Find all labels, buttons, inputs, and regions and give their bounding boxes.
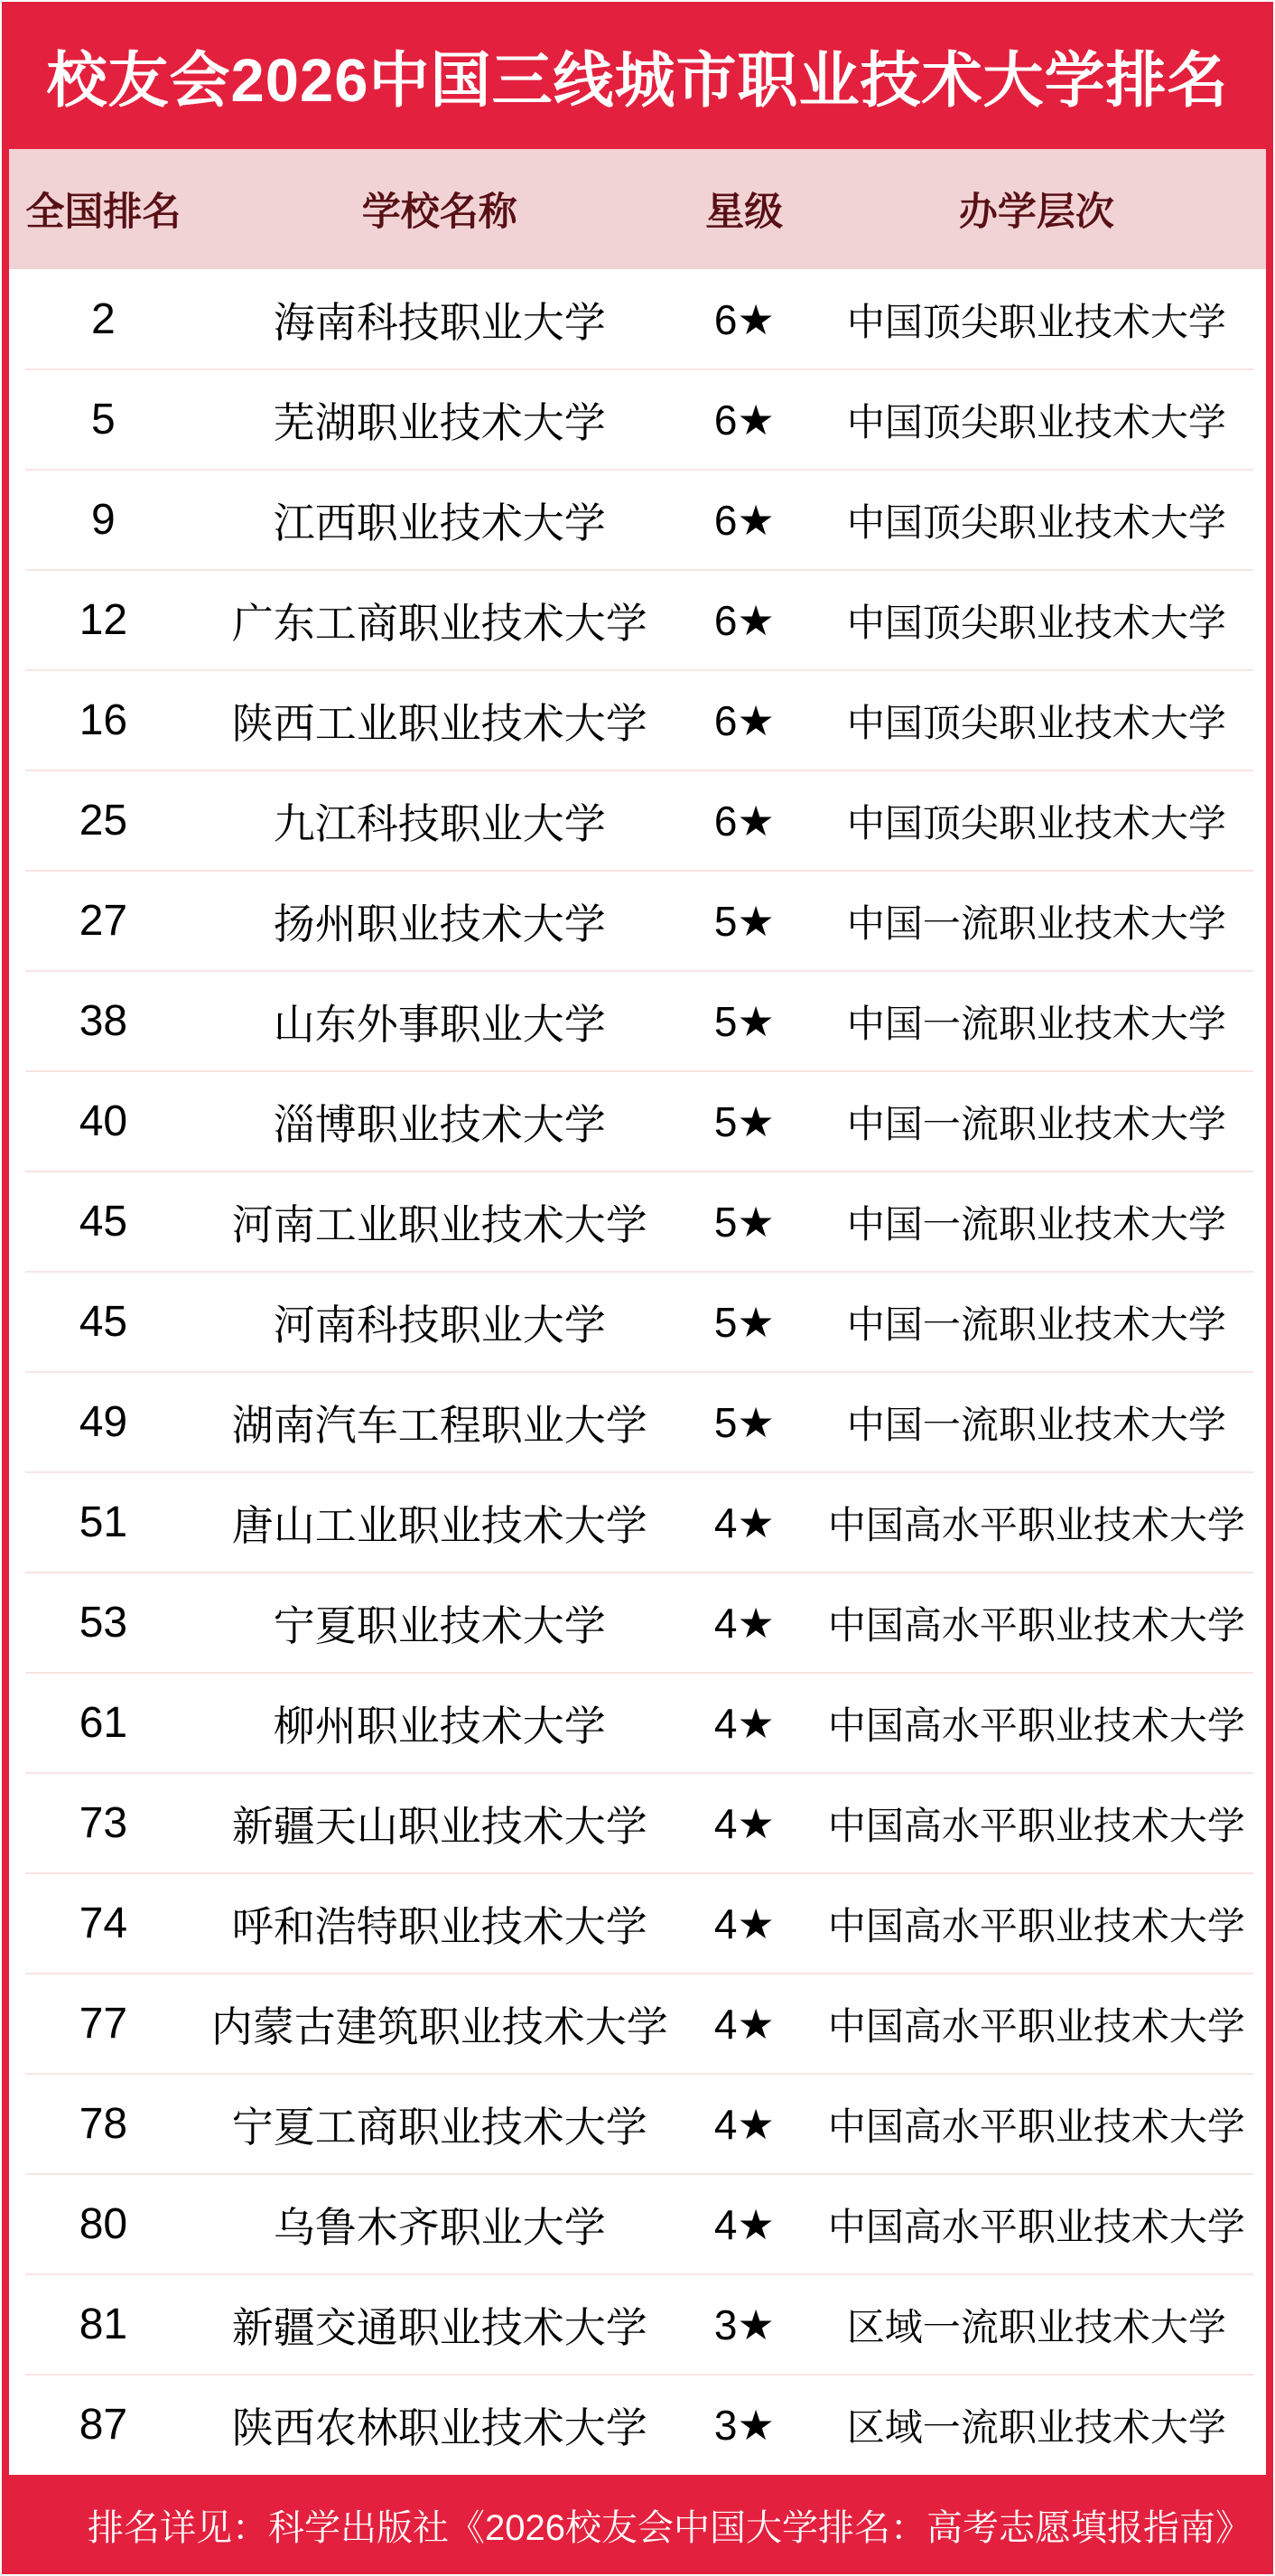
school-name-cell: 九江科技职业大学	[273, 799, 606, 847]
star-rating-cell: 5★	[713, 897, 775, 945]
table-row	[9, 1171, 1266, 1272]
school-name-cell: 河南科技职业大学	[273, 1301, 606, 1349]
column-header-national-rank: 全国排名	[25, 191, 181, 234]
education-level-cell: 中国顶尖职业技术大学	[846, 601, 1226, 644]
star-rating-cell: 4★	[713, 1599, 775, 1647]
education-level-cell: 区域一流职业技术大学	[846, 2405, 1226, 2449]
rank-cell: 25	[79, 797, 128, 845]
school-name-cell: 芜湖职业技术大学	[273, 398, 606, 446]
rank-cell: 80	[79, 2200, 128, 2248]
star-rating-cell: 4★	[713, 2000, 775, 2048]
column-header-education-level: 办学层次	[958, 191, 1114, 234]
school-name-cell: 扬州职业技术大学	[273, 900, 606, 947]
rank-cell: 53	[79, 1599, 128, 1647]
school-name-cell: 陕西农林职业技术大学	[231, 2403, 647, 2451]
column-header-school-name: 学校名称	[361, 191, 517, 234]
rank-cell: 61	[79, 1699, 128, 1747]
education-level-cell: 中国高水平职业技术大学	[827, 2004, 1245, 2048]
school-name-cell: 宁夏工商职业技术大学	[231, 2103, 647, 2151]
school-name-cell: 乌鲁木齐职业大学	[273, 2203, 606, 2251]
star-rating-cell: 5★	[713, 1198, 775, 1246]
table-body	[9, 269, 1266, 2475]
rank-cell: 51	[79, 1498, 128, 1546]
rank-cell: 77	[79, 2000, 128, 2048]
school-name-cell: 淄博职业技术大学	[273, 1100, 606, 1148]
education-level-cell: 中国高水平职业技术大学	[827, 1503, 1245, 1546]
table-row	[9, 770, 1266, 871]
rank-cell: 27	[79, 897, 128, 945]
school-name-cell: 柳州职业技术大学	[273, 1702, 606, 1750]
table-row	[9, 570, 1266, 670]
table-row	[9, 1974, 1266, 2074]
table-row	[9, 1873, 1266, 1974]
education-level-cell: 中国一流职业技术大学	[846, 1302, 1226, 1346]
school-name-cell: 宁夏职业技术大学	[273, 1601, 606, 1649]
school-name-cell: 新疆天山职业技术大学	[231, 1802, 647, 1850]
star-rating-cell: 4★	[713, 1899, 775, 1947]
education-level-cell: 中国高水平职业技术大学	[827, 1904, 1245, 1947]
education-level-cell: 中国一流职业技术大学	[846, 901, 1226, 945]
education-level-cell: 中国高水平职业技术大学	[827, 2205, 1245, 2248]
table-row	[9, 1573, 1266, 1673]
table-row	[9, 971, 1266, 1071]
rank-cell: 9	[91, 496, 116, 544]
rank-cell: 38	[79, 997, 128, 1045]
school-name-cell: 唐山工业职业技术大学	[231, 1501, 647, 1549]
page-title: 校友会2026中国三线城市职业技术大学排名	[46, 46, 1229, 115]
star-rating-cell: 5★	[713, 997, 775, 1045]
table-row	[9, 2074, 1266, 2174]
rank-cell: 2	[91, 295, 116, 343]
column-header-star-rating: 星级	[705, 191, 784, 234]
rank-cell: 45	[79, 1198, 128, 1246]
education-level-cell: 中国顶尖职业技术大学	[846, 701, 1226, 744]
rank-cell: 5	[91, 396, 116, 443]
education-level-cell: 中国一流职业技术大学	[846, 1403, 1226, 1446]
rank-cell: 40	[79, 1097, 128, 1145]
table-header-row	[9, 149, 1266, 269]
table-row	[9, 1673, 1266, 1773]
rank-cell: 78	[79, 2100, 128, 2148]
rank-cell: 87	[79, 2401, 128, 2449]
star-rating-cell: 3★	[713, 2301, 775, 2348]
school-name-cell: 内蒙古建筑职业技术大学	[210, 2002, 668, 2050]
school-name-cell: 湖南汽车工程职业大学	[231, 1401, 647, 1449]
table-row	[9, 1071, 1266, 1171]
star-rating-cell: 5★	[713, 1298, 775, 1346]
table-row	[9, 1472, 1266, 1573]
education-level-cell: 中国高水平职业技术大学	[827, 1703, 1245, 1747]
rank-cell: 16	[79, 696, 128, 744]
table-row	[9, 1272, 1266, 1372]
star-rating-cell: 4★	[713, 1498, 775, 1546]
school-name-cell: 河南工业职业技术大学	[231, 1200, 647, 1248]
school-name-cell: 广东工商职业技术大学	[231, 599, 647, 647]
rank-cell: 73	[79, 1799, 128, 1847]
star-rating-cell: 5★	[713, 1097, 775, 1145]
footer-band	[2, 2475, 1273, 2574]
education-level-cell: 中国顶尖职业技术大学	[846, 300, 1226, 343]
school-name-cell: 山东外事职业大学	[273, 1000, 606, 1048]
table-row	[9, 369, 1266, 470]
education-level-cell: 中国顶尖职业技术大学	[846, 400, 1226, 443]
rank-cell: 45	[79, 1298, 128, 1346]
ranking-poster	[2, 2, 1273, 2574]
table-row	[9, 2274, 1266, 2375]
rank-cell: 74	[79, 1899, 128, 1947]
rank-cell: 81	[79, 2301, 128, 2348]
table-row	[9, 2375, 1266, 2475]
star-rating-cell: 4★	[713, 2200, 775, 2248]
star-rating-cell: 5★	[713, 1398, 775, 1446]
table-row	[9, 670, 1266, 770]
education-level-cell: 中国一流职业技术大学	[846, 1002, 1226, 1045]
table-row	[9, 470, 1266, 570]
table-row	[9, 871, 1266, 971]
education-level-cell: 中国顶尖职业技术大学	[846, 801, 1226, 845]
table-row	[9, 2174, 1266, 2274]
school-name-cell: 陕西工业职业技术大学	[231, 699, 647, 747]
ranking-table	[9, 149, 1266, 2475]
rank-cell: 49	[79, 1398, 128, 1446]
title-banner	[2, 2, 1273, 149]
table-row	[9, 1372, 1266, 1472]
education-level-cell: 中国高水平职业技术大学	[827, 1804, 1245, 1847]
education-level-cell: 中国高水平职业技术大学	[827, 2105, 1245, 2148]
star-rating-cell: 4★	[713, 1799, 775, 1847]
star-rating-cell: 6★	[713, 396, 775, 443]
school-name-cell: 新疆交通职业技术大学	[231, 2303, 647, 2351]
education-level-cell: 中国一流职业技术大学	[846, 1102, 1226, 1145]
star-rating-cell: 4★	[713, 1699, 775, 1747]
education-level-cell: 区域一流职业技术大学	[846, 2305, 1226, 2348]
star-rating-cell: 3★	[713, 2401, 775, 2449]
school-name-cell: 呼和浩特职业技术大学	[231, 1902, 647, 1950]
education-level-cell: 中国顶尖职业技术大学	[846, 500, 1226, 544]
star-rating-cell: 6★	[713, 596, 775, 644]
school-name-cell: 海南科技职业大学	[273, 298, 606, 346]
rank-cell: 12	[79, 596, 128, 644]
table-row	[9, 1773, 1266, 1873]
school-name-cell: 江西职业技术大学	[273, 499, 606, 546]
star-rating-cell: 6★	[713, 797, 775, 845]
footer-source-note: 排名详见：科学出版社《2026校友会中国大学排名：高考志愿填报指南》	[88, 2507, 1252, 2548]
star-rating-cell: 6★	[713, 496, 775, 544]
star-rating-cell: 6★	[713, 295, 775, 343]
star-rating-cell: 4★	[713, 2100, 775, 2148]
table-row	[9, 269, 1266, 369]
education-level-cell: 中国高水平职业技术大学	[827, 1603, 1245, 1647]
star-rating-cell: 6★	[713, 696, 775, 744]
education-level-cell: 中国一流职业技术大学	[846, 1202, 1226, 1246]
